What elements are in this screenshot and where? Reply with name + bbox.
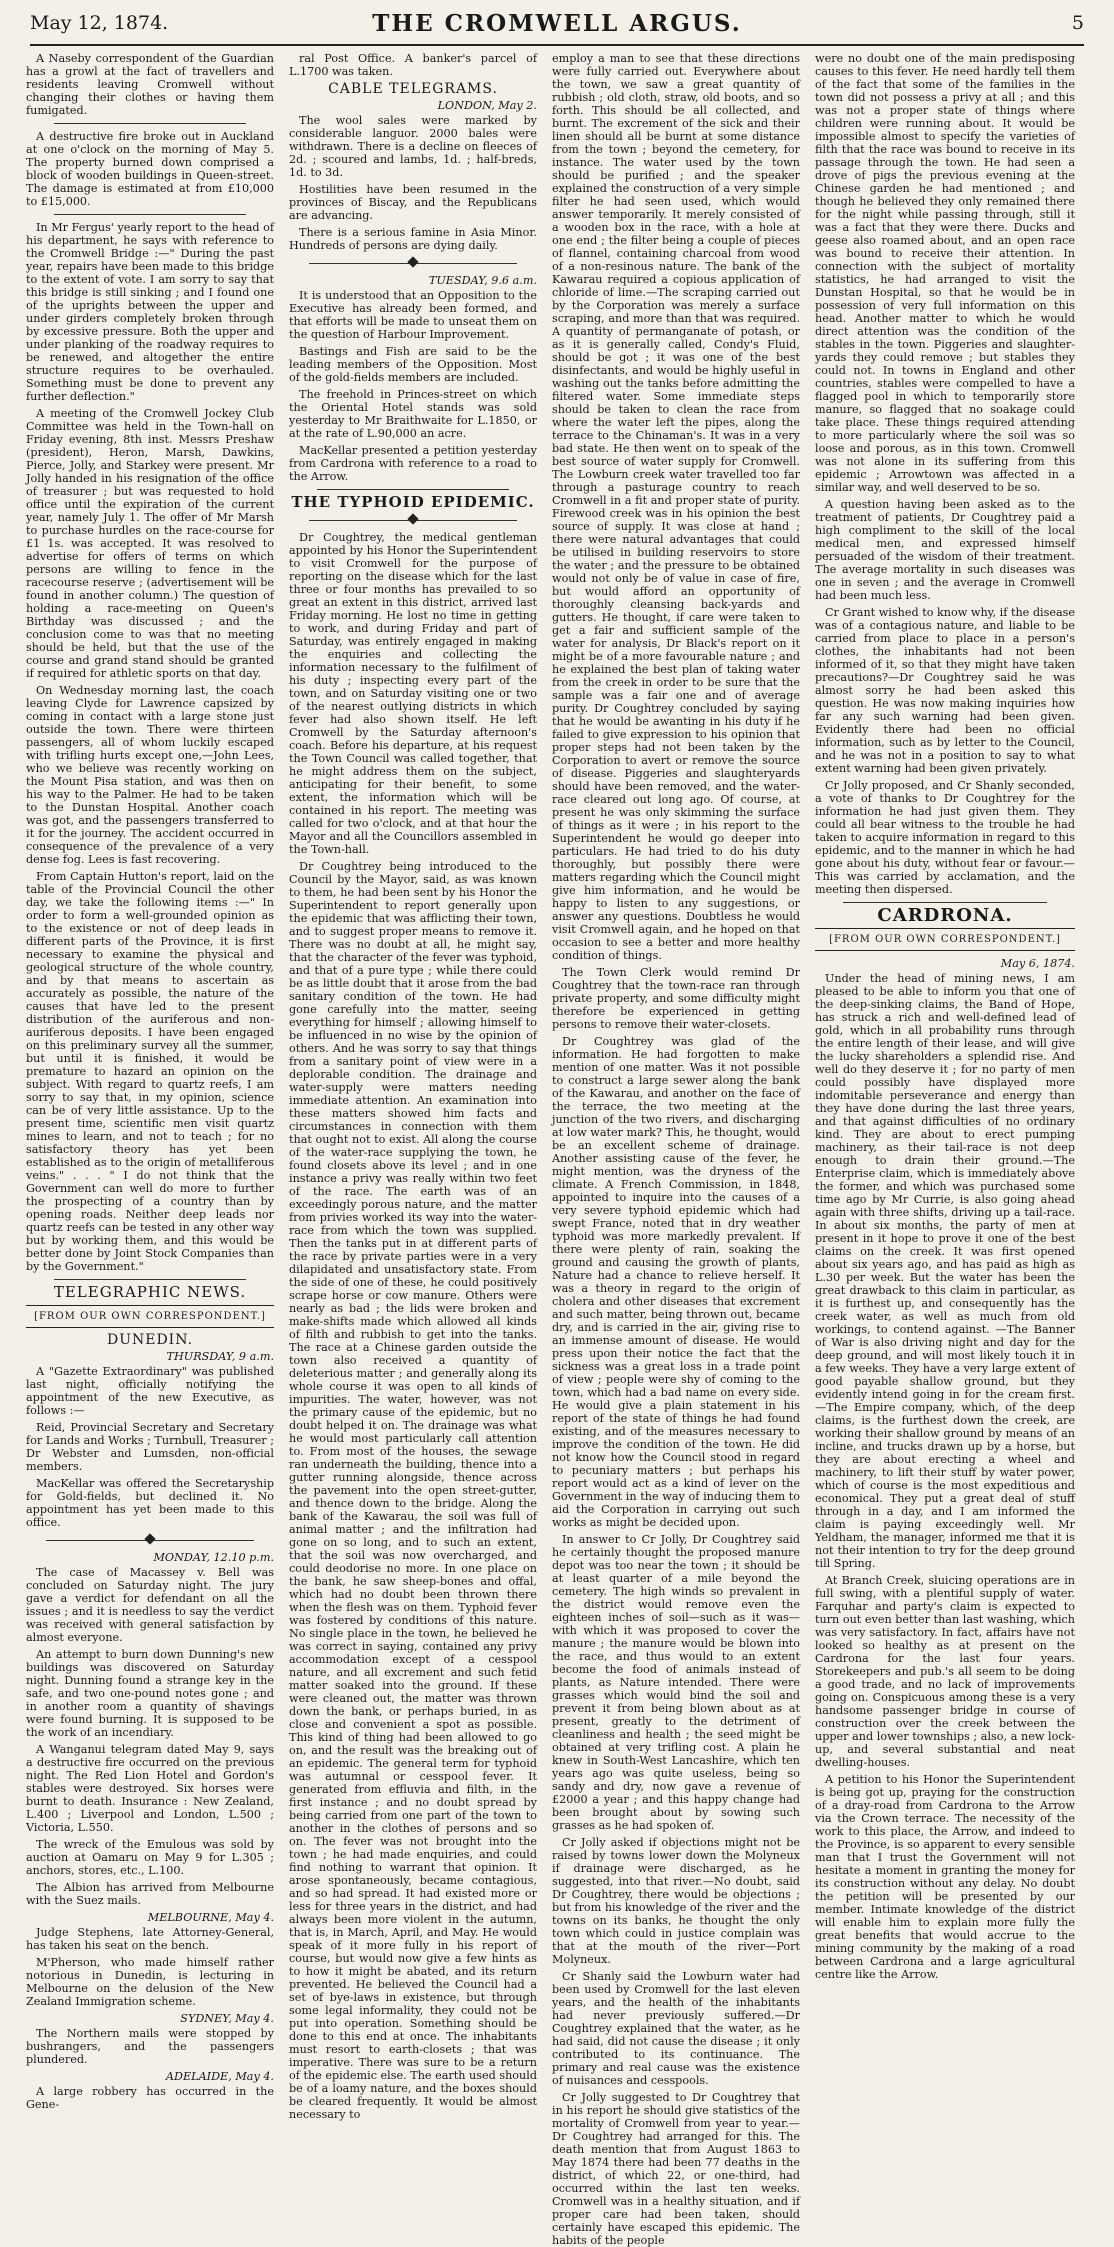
paragraph: The case of Macassey v. Bell was concluded on Saturday night. The jury gave a verdict for defendant on all the issues ; and it is needless to say the verdict was received with general satisfaction by almost everyone. (26, 1566, 274, 1644)
section-heading-telegraphic: TELEGRAPHIC NEWS. (53, 1283, 247, 1301)
paragraph: The wool sales were marked by considerable languor. 2000 bales were withdrawn. There is a decline on fleeces of 2d. ; scoured and lambs, 1d. ; half-breds, 1d. to 3d. (289, 114, 537, 179)
paragraph: An attempt to burn down Dunning's new buildings was discovered on Saturday night. Dunning found a strange key in the safe, and two one-pound notes gone ; and in another room a quantity of shavings were found burning. It is supposed to be the work of an incendiary. (26, 1648, 274, 1739)
masthead (30, 6, 1084, 46)
paragraph: Dr Coughtrey was glad of the information. He had forgotten to make mention of one matter. Was it not possible to construct a large sewer along the bank of the Kawarau, and another on the face of the terrace, the two meeting at the junction of the two rivers, and discharging at low water mark? This, he thought, would be an excellent scheme of drainage. Another assisting cause of the fever, he might mention, was the dryness of the climate. A French Commission, in 1848, appointed to inquire into the causes of a very severe typhoid epidemic which had swept France, noted that in dry weather typhoid was more markedly prevalent. If there were plenty of rain, soaking the ground and causing the growth of plants, Nature had a chance to relieve herself. It was a theory in regard to the origin of cholera and other diseases that excrement and such matter, being thrown out, became dry, and is carried in the air, giving rise to an immense amount of disease. He would press upon their notice the fact that the sickness was a great loss in a trade point of view ; people were shy of coming to the town, which had a bad name on every side. He would give a plain statement in his report of the state of things he had found existing, and of the measures necessary to improve the condition of the town. He did not know how the Council stood in regard to pecuniary matters ; but perhaps his report would act as a kind of lever on the Government in the way of inducing them to aid the Corporation in carrying out such works as might be decided upon. (552, 1035, 800, 1529)
paragraph: On Wednesday morning last, the coach leaving Clyde for Lawrence capsized by coming in contact with a large stone just outside the town. There were thirteen passengers, all of whom luckily escaped with trifling hurts except one,—John Lees, who we believe was recently working on the Mount Pisa station, and was then on his way to the Palmer. He had to be taken to the Dunstan Hospital. Another coach was got, and the passengers transferred to it for the journey. The accident occurred in consequence of the prevalence of a very dense fog. Lees is fast recovering. (26, 684, 274, 866)
paragraph: Bastings and Fish are said to be the leading members of the Opposition. Most of the gold-fields members are included. (289, 345, 537, 384)
column-2 (289, 52, 537, 2121)
paragraph: There is a serious famine in Asia Minor. Hundreds of persons are dying daily. (289, 226, 537, 252)
dateline: MELBOURNE, May 4. (147, 1911, 274, 1924)
paragraph: M'Pherson, who made himself rather notorious in Dunedin, is lecturing in Melbourne on the delusion of the New Zealand Immigration scheme. (26, 1956, 274, 2008)
paragraph: Dr Coughtrey, the medical gentleman appointed by his Honor the Superintendent to visit Cromwell for the purpose of reporting on the disease which for the last three or four months has prevailed to so great an extent in this district, arrived last Friday morning. He lost no time in getting to work, and during Friday and part of Saturday, was entirely engaged in making the enquiries and collecting the information necessary to the fulfilment of his duty ; inspecting every part of the town, and on Saturday visiting one or two of the nearest outlying districts in which fever had also shown itself. He left Cromwell by the Saturday afternoon's coach. Before his departure, at his request the Town Council was called together, that he might address them on the subject, anticipating for their benefit, to some extent, the information which will be contained in his report. The meeting was called for two o'clock, and at that hour the Mayor and all the Councillors assembled in the Town-hall. (289, 531, 537, 856)
paragraph: It is understood that an Opposition to the Executive has already been formed, and that efforts will be made to unseat them on the question of Harbour Improvement. (289, 289, 537, 341)
section-heading-cable: CABLE TELEGRAMS. (328, 81, 498, 97)
paragraph: Cr Grant wished to know why, if the disease was of a contagious nature, and liable to be carried from place to place in a person's clothes, the inhabitants had not been informed of it, so that they might have taken precautions?—Dr Coughtrey said he was almost sorry he had been asked this question. He was now making inquiries how far any such warning had been given. Evidently there had been no official information, such as by letter to the Council, and he was not in a position to say to what extent warning had been given privately. (815, 606, 1075, 775)
paper-title: THE CROMWELL ARGUS. (372, 10, 742, 37)
divider (54, 123, 246, 124)
paragraph: Cr Jolly proposed, and Cr Shanly seconded, a vote of thanks to Dr Coughtrey for the information he had just given them. They could all bear witness to the trouble he had taken to acquire information in regard to this epidemic, and to the manner in which he had gone about his duty, without fear or favour.—This was carried by acclamation, and the meeting then dispersed. (815, 779, 1075, 896)
paragraph: The freehold in Princes-street on which the Oriental Hotel stands was sold yesterday to Mr Braithwaite for L.1850, or at the rate of L.90,000 an acre. (289, 388, 537, 440)
paragraph: A destructive fire broke out in Auckland at one o'clock on the morning of May 5. The property burned down comprised a block of wooden buildings in Queen-street. The damage is estimated at from £10,000 to £15,000. (26, 130, 274, 208)
dateline: SYDNEY, May 4. (180, 2012, 274, 2025)
ornament-divider (26, 1535, 274, 1545)
paragraph: In answer to Cr Jolly, Dr Coughtrey said he certainly thought the proposed manure depot was too near the town ; it should be at least quarter of a mile beyond the cemetery. The high winds so prevalent in the district would remove even the eighteen inches of soil—such as it was—with which it was proposed to cover the manure ; the manure would be blown into the race, and thus would to an extent become the food of animals instead of plants, as Nature intended. There were grasses which would bind the soil and prevent it from being blown about as at present, greatly to the detriment of cleanliness and health ; the seed might be obtained at very trifling cost. A plain he knew in South-West Lancashire, which ten years ago was quite useless, being so sandy and dry, now gave a revenue of £2000 a year ; and this happy change had been brought about by sowing such grasses as he had spoken of. (552, 1533, 800, 1832)
paragraph: Under the head of mining news, I am pleased to be able to inform you that one of the deep-sinking claims, the Band of Hope, has struck a rich and well-defined lead of gold, which in all probability runs through the entire length of their lease, and will give the lucky shareholders a splendid rise. And well do they deserve it ; for no party of men could possibly have displayed more indomitable perseverance and energy than they have done during the last three years, and that against difficulties of no ordinary kind. They are about to erect pumping machinery, as their tail-race is not deep enough to drain their ground.—The Enterprise claim, which is immediately above the former, and which was purchased some time ago by Mr Currie, is also going ahead again with three shifts, driving up a tail-race. In about six months, the party of men at present in it hope to prove it one of the best claims on the creek. It was first opened about six years ago, and has paid as high as L.30 per week. But the water has been the great drawback to this claim in particular, as it is furthest up, and consequently has the creek water, as well as much from old workings, to contend against. —The Banner of War is also driving night and day for the deep ground, and will most likely touch it in a few weeks. They have a very large extent of good payable shallow ground, but they evidently intend going in for the cream first.—The Empire company, which, of the deep claims, is the furthest down the creek, are working their shallow ground by means of an incline, and trucks drawn up by a horse, but they are about erecting a wheel and machinery, to lift their stuff by water power, which of course is the most expeditious and economical. They put a great deal of stuff through in a day, and I am informed the claim is paying exceedingly well. Mr Yeldham, the manager, informed me that it is not their intention to try for the deep ground till Spring. (815, 972, 1075, 1570)
paragraph: Dr Coughtrey being introduced to the Council by the Mayor, said, as was known to them, he had been sent by his Honor the Superintendent to report generally upon the epidemic that was afflicting their town, and to suggest proper means to remove it. There was no doubt at all, he might say, that the character of the fever was typhoid, and that of a pure type ; while there could be as little doubt that it arose from the bad sanitary condition of the town. He had gone carefully into the matter, seeing everything for himself ; allowing himself to be influenced in no wise by the opinion of others. And he was sorry to say that things from a sanitary point of view were in a deplorable condition. The drainage and water-supply were matters needing immediate attention. An examination into these matters showed him facts and circumstances in connection with them that ought not to exist. All along the course of the water-race supplying the town, he found closets above its level ; and in one instance a privy was really within two feet of the race. The earth was of an exceedingly porous nature, and the matter from privies worked its way into the water-race from which the town was supplied. Then the tanks put in at different parts of the race by private parties were in a very dilapidated and unsatisfactory state. From the side of one of these, he could positively scrape horse or cow manure. Others were nearly as bad ; the lids were broken and make-shifts made which allowed all kinds of filth and rubbish to get into the tanks. The race at a Chinese garden outside the town also received a quantity of deleterious matter ; and generally along its whole course it was open to all kinds of impurities. The water, however, was not the primary cause of the epidemic, but no doubt helped it on. The drainage was what he would most particularly call attention to. From most of the houses, the sewage ran underneath the building, thence into a gutter running alongside, thence across the pavement into the open street-gutter, and thence down to the bridge. Along the bank of the Kawarau, the soil was full of animal matter ; and the infiltration had gone on so long, and to such an extent, that the soil was now overcharged, and could deodorise no more. In one place on the bank, he saw sheep-bones and offal, which had no doubt been thrown there when the flesh was on them. Typhoid fever was fostered by conditions of this nature. No single place in the town, he believed he was correct in saying, contained any privy accommodation except of a cesspool nature, and all excrement and such fetid matter soaked into the ground. If these were cleaned out, the matter was thrown down the bank, or perhaps buried, in as close and convenient a spot as possible. This kind of thing had been allowed to go on, and the result was the breaking out of an epidemic. The general term for typhoid was autumnal or cesspool fever. It generated from effluvia and filth, in the first instance ; and no doubt spread by being carried from one part of the town to another in the clothes of persons and so on. The fever was not brought into the town ; he had made enquiries, and could find nothing to warrant that opinion. It arose spontaneously, became contagious, and so had spread. It had existed more or less for three years in the district, and had always been more violent in the autumn, that is, in March, April, and May. He would speak of it more fully in his report of course, but would now give a few hints as to how it might be abated, and its return prevented. He believed the Council had a set of bye-laws in existence, but through some legal informality, they could not be put into operation. Something should be done to this end at once. The inhabitants must resort to earth-closets ; that was imperative. There was sure to be a return of the epidemic else. The earth used should be of a loamy nature, and the boxes should be cleared frequently. It would be almost necessary to (289, 860, 537, 2121)
paragraph: employ a man to see that these directions were fully carried out. Everywhere about the town, we saw a great quantity of rubbish ; old cloth, straw, old boots, and so forth. This should be all collected, and burnt. The excrement of the sick and their linen should all be burnt at some distance from the town ; beyond the cemetery, for instance. The water used by the town should be purified ; and the speaker explained the construction of a very simple filter he had seen used, which would answer temporarily. It merely consisted of a wooden box in the race, with a hole at one end ; the filter being a couple of pieces of flannel, containing charcoal from wood of a non-resinous nature. The bank of the Kawarau required a copious application of chloride of lime.—The scraping carried out by the Corporation was merely a surface scraping, and more than that was required. A quantity of permanganate of potash, or as it is generally called, Condy's Fluid, should be got ; it was one of the best disinfectants, and would be highly useful in washing out the tanks before admitting the filtered water. Some immediate steps should be taken to clean the race from where the water left the pipes, along the terrace to the Chinaman's. It was in a very bad state. He then went on to speak of the best source of water supply for Cromwell. The Lowburn creek water travelled too far through a pasturage country to reach Cromwell in a fit and proper state of purity. Firewood creek was in his opinion the best source of supply. It was close at hand ; there were natural advantages that could be utilised in building reservoirs to store the water ; and the pressure to be obtained would not only be of value in case of fire, but would afford an opportunity of thoroughly cleansing back-yards and gutters. He thought, if care were taken to get a fair and sufficient sample of the water for analysis, Dr Black's report on it might be of a more favourable nature ; and he explained the best plan of taking water from the creek in order to be sure that the sample was a fair one and of average purity. Dr Coughtrey concluded by saying that he would be awanting in his duty if he failed to give expression to his opinion that proper steps had not been taken by the Corporation to avert or remove the source of disease. Piggeries and slaughteryards should have been removed, and the water-race cleared out long ago. Of course, at present he was only skimming the surface of things as it were ; in his report to the Superintendent he would go deeper into particulars. He had tried to do his duty thoroughly, but possibly there were matters regarding which the Council might give him information, and he would be happy to listen to any suggestions, or answer any questions. Doubtless he would visit Cromwell again, and he hoped on that occasion to see a better and more healthy condition of things. (552, 52, 800, 962)
ornament-divider (289, 515, 537, 525)
paragraph: A large robbery has occurred in the Gene- (26, 2085, 274, 2111)
issue-date: May 12, 1874. (30, 12, 169, 34)
dateline: TUESDAY, 9.6 a.m. (428, 274, 537, 287)
paragraph: Cr Jolly asked if objections might not be raised by towns lower down the Molyneux if drainage were discharged, as he suggested, into that river.—No doubt, said Dr Coughtrey, there would be objections ; but from his knowledge of the river and the towns on its banks, he thought the only town which could in justice complain was that at the mouth of the river—Port Molyneux. (552, 1836, 800, 1966)
paragraph: ral Post Office. A banker's parcel of L.1700 was taken. (289, 52, 537, 78)
paragraph: The Albion has arrived from Melbourne with the Suez mails. (26, 1881, 274, 1907)
dateline: LONDON, May 2. (437, 99, 537, 112)
dateline: ADELAIDE, May 4. (165, 2070, 274, 2083)
paragraph: From Captain Hutton's report, laid on the table of the Provincial Council the other day, we take the following items :—" In order to form a well-grounded opinion as to the existence or not of deep leads in different parts of the Province, it is first necessary to examine the physical and geological structure of the whole country, and by that means to ascertain as accurately as possible, the nature of the causes that have led to the present distribution of the auriferous and non-auriferous deposits. I have been engaged on this preliminary survey all the summer, but until it is finished, it would be premature to hazard an opinion on the subject. With regard to quartz reefs, I am sorry to say that, in my opinion, science can be of very little assistance. Up to the present time, scientific men visit quartz mines to learn, and not to teach ; for no satisfactory theory has yet been established as to the origin of metalliferous veins." . . . " I do not think that the Government can well do more to further the prospecting of a country than by opening roads. Neither deep leads nor quartz reefs can be tested in any other way but by working them, and this would be better done by Joint Stock Companies than by the Government." (26, 870, 274, 1273)
paragraph: A question having been asked as to the treatment of patients, Dr Coughtrey paid a high compliment to the skill of the local medical men, and expressed himself persuaded of the wisdom of their treatment. The average mortality in such diseases was one in seven ; and the average in Cromwell had been much less. (815, 498, 1075, 602)
paragraph: Cr Jolly suggested to Dr Coughtrey that in his report he should give statistics of the mortality of Cromwell from year to year.—Dr Coughtrey had arranged for this. The death mention that from August 1863 to May 1874 there had been 77 deaths in the district, of which 22, or one-third, had occurred within the last ten weeks. Cromwell was in a healthy situation, and if proper care had been taken, should certainly have escaped this epidemic. The habits of the people (552, 2091, 800, 2247)
divider (54, 214, 246, 215)
dateline: THURSDAY, 9 a.m. (166, 1350, 274, 1363)
paragraph: Reid, Provincial Secretary and Secretary for Lands and Works ; Turnbull, Treasurer ; Dr Webster and Lumsden, non-official members. (26, 1421, 274, 1473)
paragraph: Hostilities have been resumed in the provinces of Biscay, and the Republicans are advancing. (289, 183, 537, 222)
column-1 (26, 52, 274, 2111)
place-heading-dunedin: DUNEDIN. (106, 1332, 194, 1348)
paragraph: were no doubt one of the main predisposing causes to this fever. He need hardly tell them of the fact that some of the families in the town did not possess a privy at all ; and this was not a proper state of things where children were running about. It would be impossible almost to specify the varieties of filth that the race was bound to receive in its passage through the town. He had seen a drove of pigs the previous evening at the Chinese garden he had mentioned ; and though he believed they only remained there for the night while passing through, still it was a fact that they were there. Ducks and geese also roamed about, and an open race was bound to receive their attention. In connection with the subject of mortality statistics, he had arranged to visit the Dunstan Hospital, so that he would be in possession of very full information on this head. Another matter to which he would direct attention was the condition of the stables in the town. Piggeries and slaughter-yards they could remove ; but stables they could not. In towns in England and other countries, stables were compelled to have a flagged pool in which to temporarily store manure, so flagged that no soakage could take place. These things required attending to more particularly where the soil was so loose and porous, as in this town. Cromwell was not alone in its suffering from this epidemic ; Arrowtown was affected in a similar way, and well deserved to be so. (815, 52, 1075, 494)
paragraph: The Town Clerk would remind Dr Coughtrey that the town-race ran through private property, and some difficulty might therefore be experienced in getting persons to remove their water-closets. (552, 966, 800, 1031)
paragraph: Judge Stephens, late Attorney-General, has taken his seat on the bench. (26, 1926, 274, 1952)
paragraph: MacKellar was offered the Secretaryship for Gold-fields, but declined it. No appointment has yet been made to this office. (26, 1477, 274, 1529)
divider (317, 489, 509, 490)
paragraph: A Naseby correspondent of the Guardian has a growl at the fact of travellers and residents leaving Cromwell without changing their clothes or having them fumigated. (26, 52, 274, 117)
dateline: May 6, 1874. (1000, 957, 1075, 970)
section-heading-cardrona: CARDRONA. (877, 905, 1013, 926)
correspondent-note: [FROM OUR OWN CORRESPONDENT.] (815, 928, 1075, 951)
dateline: MONDAY, 12.10 p.m. (153, 1551, 274, 1564)
paragraph: Cr Shanly said the Lowburn water had been used by Cromwell for the last eleven years, and the health of the inhabitants had never previously suffered.—Dr Coughtrey explained that the water, as he had said, did not cause the disease ; it only contributed to its continuance. The primary and real cause was the existence of nuisances and cesspools. (552, 1970, 800, 2087)
paragraph: MacKellar presented a petition yesterday from Cardrona with reference to a road to the Arrow. (289, 444, 537, 483)
paragraph: A petition to his Honor the Superintendent is being got up, praying for the construction of a dray-road from Cardrona to the Arrow via the Crown terrace. The necessity of the work to this place, the Arrow, and indeed to the Province, is so apparent to every sensible man that I trust the Government will not hesitate a moment in granting the money for its construction without any delay. No doubt the petition will be presented by our member. Intimate knowledge of the district will enable him to explain more fully the great benefits that would accrue to the mining community by the making of a road between Cardrona and a large agricultural centre like the Arrow. (815, 1773, 1075, 1981)
page-number: 5 (1071, 12, 1084, 34)
paragraph: In Mr Fergus' yearly report to the head of his department, he says with reference to the Cromwell Bridge :—" During the past year, repairs have been made to this bridge to the extent of vote. I am sorry to say that this bridge is still sinking ; and I found one of the uprights between the upper and under girders completely broken through by excessive pressure. Both the upper and under planking of the roadway requires to be renewed, and altogether the entire structure requires to be overhauled. Something must be done to prevent any further deflection." (26, 221, 274, 403)
paragraph: The Northern mails were stopped by bushrangers, and the passengers plundered. (26, 2027, 274, 2066)
paragraph: The wreck of the Emulous was sold by auction at Oamaru on May 9 for L.305 ; anchors, stores, etc., L.100. (26, 1838, 274, 1877)
divider (54, 1279, 246, 1280)
section-heading-typhoid: THE TYPHOID EPIDEMIC. (291, 493, 535, 511)
ornament-divider (289, 258, 537, 268)
paragraph: A "Gazette Extraordinary" was published last night, officially notifying the appointment of the new Executive, as follows :— (26, 1365, 274, 1417)
divider (843, 902, 1047, 903)
paragraph: A Wanganui telegram dated May 9, says a destructive fire occurred on the previous night. The Red Lion Hotel and Gordon's stables were destroyed. Six horses were burnt to death. Insurance : New Zealand, L.400 ; Liverpool and London, L.500 ; Victoria, L.550. (26, 1743, 274, 1834)
correspondent-note: [FROM OUR OWN CORRESPONDENT.] (26, 1305, 274, 1328)
column-3 (552, 52, 800, 2247)
paragraph: A meeting of the Cromwell Jockey Club Committee was held in the Town-hall on Friday evening, 8th inst. Messrs Preshaw (president), Heron, Marsh, Dawkins, Pierce, Jolly, and Starkey were present. Mr Jolly handed in his resignation of the office of treasurer ; but was requested to hold office until the expiration of the current year, namely July 1. The offer of Mr Marsh to purchase hurdles on the race-course for £1 1s. was accepted. It was resolved to advertise for offers of terms on which persons are willing to fence in the racecourse reserve ; (advertisement will be found in another column.) The question of holding a race-meeting on Queen's Birthday was discussed ; and the conclusion come to was that no meeting should be held, but that the use of the course and grand stand should be granted if required for athletic sports on that day. (26, 407, 274, 680)
column-4 (815, 52, 1075, 2040)
paragraph: At Branch Creek, sluicing operations are in full swing, with a plentiful supply of water. Farquhar and party's claim is expected to turn out even better than last washing, which was very satisfactory. In fact, affairs have not looked so healthy as at present on the Cardrona for the last four years. Storekeepers and pub.'s all seem to be doing a good trade, and no lack of improvements going on. Conspicuous among these is a very handsome passenger bridge in course of construction over the creek between the upper and lower townships ; also, a new lock-up, and several substantial and neat dwelling-houses. (815, 1574, 1075, 1769)
